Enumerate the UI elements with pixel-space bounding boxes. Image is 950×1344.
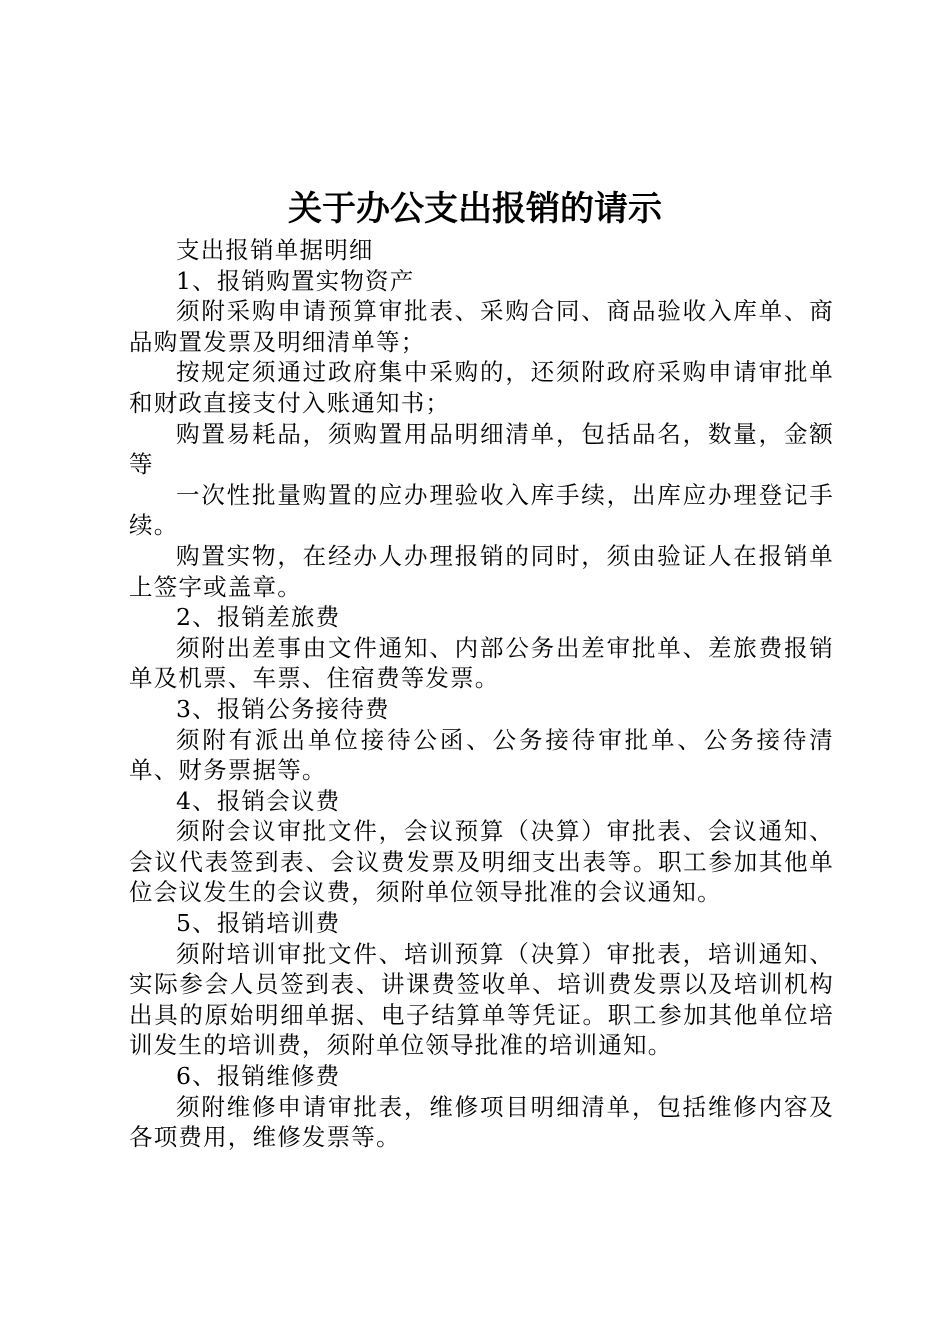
paragraph-item-5-heading: 5、报销培训费 bbox=[176, 909, 341, 938]
paragraph-item-3-heading: 3、报销公务接待费 bbox=[176, 694, 390, 723]
paragraph-item-1-heading: 1、报销购置实物资产 bbox=[176, 266, 415, 295]
paragraph: 一次性批量购置的应办理验收入库手续，出库应办理登记手续。 bbox=[129, 480, 834, 540]
document-title: 关于办公支出报销的请示 bbox=[288, 189, 662, 229]
paragraph: 须附会议审批文件，会议预算（决算）审批表、会议通知、会议代表签到表、会议费发票及明细支出表等。职工参加其他单位会议发生的会议费，须附单位领导批准的会议通知。 bbox=[129, 817, 834, 907]
paragraph: 须附有派出单位接待公函、公务接待审批单、公务接待清单、财务票据等。 bbox=[129, 725, 834, 785]
paragraph: 须附采购申请预算审批表、采购合同、商品验收入库单、商品购置发票及明细清单等； bbox=[129, 297, 834, 356]
document-body bbox=[129, 235, 834, 1153]
paragraph-section-heading: 支出报销单据明细 bbox=[176, 236, 374, 264]
paragraph: 按规定须通过政府集中采购的，还须附政府采购申请审批单和财政直接支付入账通知书； bbox=[129, 358, 834, 417]
paragraph: 须附出差事由文件通知、内部公务出差审批单、差旅费报销单及机票、车票、住宿费等发票。 bbox=[129, 633, 834, 693]
paragraph-item-4-heading: 4、报销会议费 bbox=[176, 786, 341, 815]
paragraph: 须附培训审批文件、培训预算（决算）审批表，培训通知、实际参会人员签到表、讲课费签收单、培训费发票以及培训机构出具的原始明细单据、电子结算单等凭证。职工参加其他单位培训发生的培训费，须附单位领导批准的培训通知。 bbox=[129, 939, 834, 1060]
paragraph: 购置实物，在经办人办理报销的同时，须由验证人在报销单上签字或盖章。 bbox=[129, 541, 834, 601]
paragraph: 须附维修申请审批表，维修项目明细清单，包括维修内容及各项费用，维修发票等。 bbox=[129, 1092, 834, 1152]
paragraph-item-6-heading: 6、报销维修费 bbox=[176, 1062, 341, 1091]
paragraph-item-2-heading: 2、报销差旅费 bbox=[176, 603, 341, 632]
paragraph: 购置易耗品，须购置用品明细清单，包括品名，数量，金额等 bbox=[129, 419, 834, 479]
